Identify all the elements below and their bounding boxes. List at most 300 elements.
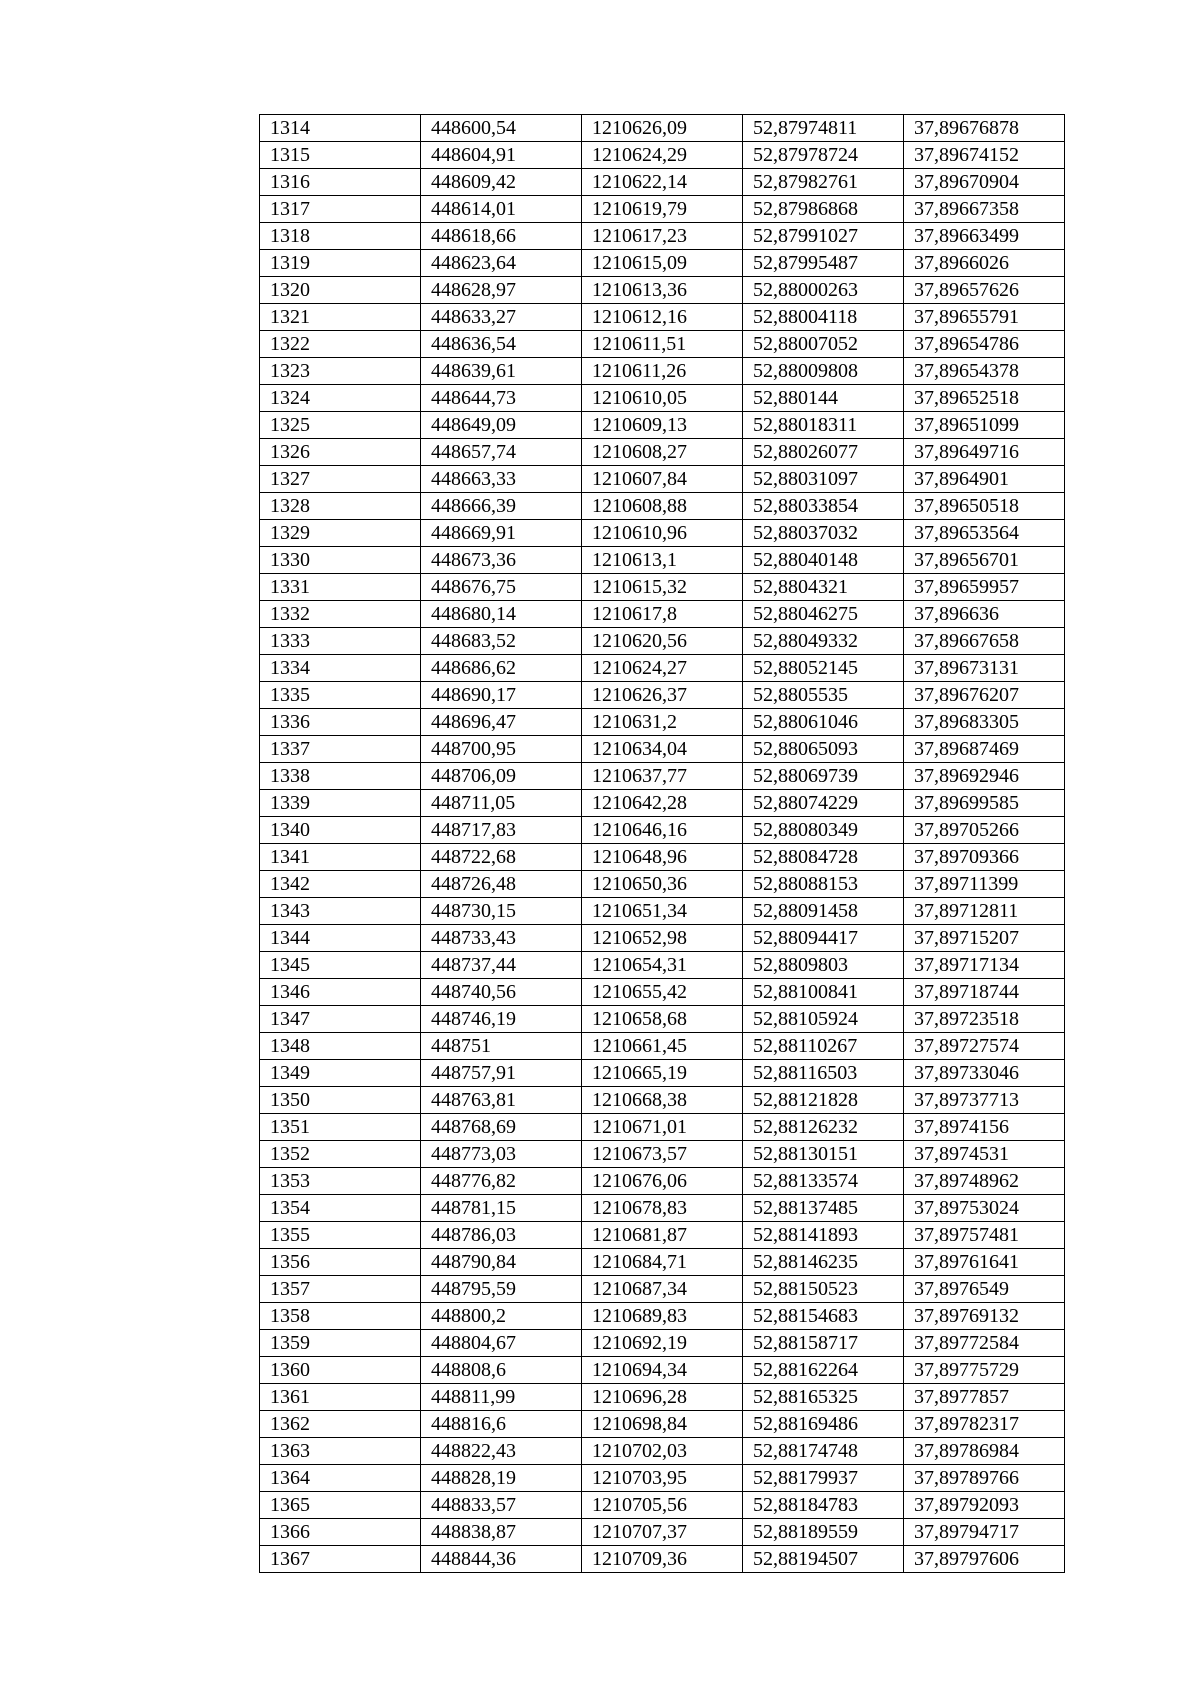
x-coordinate-cell: 448800,2 <box>421 1303 582 1330</box>
point-number-cell: 1343 <box>260 898 421 925</box>
longitude-cell: 37,89715207 <box>904 925 1065 952</box>
latitude-cell: 52,88116503 <box>743 1060 904 1087</box>
point-number-cell: 1323 <box>260 358 421 385</box>
latitude-cell: 52,88046275 <box>743 601 904 628</box>
longitude-cell: 37,89659957 <box>904 574 1065 601</box>
table-row <box>260 1303 1065 1330</box>
table-row <box>260 655 1065 682</box>
y-coordinate-cell: 1210650,36 <box>582 871 743 898</box>
point-number-cell: 1366 <box>260 1519 421 1546</box>
longitude-cell: 37,89737713 <box>904 1087 1065 1114</box>
y-coordinate-cell: 1210671,01 <box>582 1114 743 1141</box>
point-number-cell: 1360 <box>260 1357 421 1384</box>
longitude-cell: 37,89657626 <box>904 277 1065 304</box>
x-coordinate-cell: 448706,09 <box>421 763 582 790</box>
y-coordinate-cell: 1210709,36 <box>582 1546 743 1573</box>
latitude-cell: 52,88130151 <box>743 1141 904 1168</box>
y-coordinate-cell: 1210611,51 <box>582 331 743 358</box>
table-row <box>260 817 1065 844</box>
x-coordinate-cell: 448657,74 <box>421 439 582 466</box>
latitude-cell: 52,88154683 <box>743 1303 904 1330</box>
x-coordinate-cell: 448690,17 <box>421 682 582 709</box>
y-coordinate-cell: 1210668,38 <box>582 1087 743 1114</box>
latitude-cell: 52,88061046 <box>743 709 904 736</box>
latitude-cell: 52,88091458 <box>743 898 904 925</box>
y-coordinate-cell: 1210703,95 <box>582 1465 743 1492</box>
x-coordinate-cell: 448726,48 <box>421 871 582 898</box>
y-coordinate-cell: 1210615,09 <box>582 250 743 277</box>
x-coordinate-cell: 448673,36 <box>421 547 582 574</box>
longitude-cell: 37,89748962 <box>904 1168 1065 1195</box>
latitude-cell: 52,87991027 <box>743 223 904 250</box>
point-number-cell: 1330 <box>260 547 421 574</box>
point-number-cell: 1352 <box>260 1141 421 1168</box>
longitude-cell: 37,89667358 <box>904 196 1065 223</box>
x-coordinate-cell: 448614,01 <box>421 196 582 223</box>
latitude-cell: 52,88052145 <box>743 655 904 682</box>
table-row <box>260 709 1065 736</box>
table-row <box>260 493 1065 520</box>
x-coordinate-cell: 448790,84 <box>421 1249 582 1276</box>
point-number-cell: 1347 <box>260 1006 421 1033</box>
x-coordinate-cell: 448700,95 <box>421 736 582 763</box>
x-coordinate-cell: 448609,42 <box>421 169 582 196</box>
y-coordinate-cell: 1210611,26 <box>582 358 743 385</box>
y-coordinate-cell: 1210622,14 <box>582 169 743 196</box>
table-row <box>260 1141 1065 1168</box>
y-coordinate-cell: 1210631,2 <box>582 709 743 736</box>
x-coordinate-cell: 448768,69 <box>421 1114 582 1141</box>
x-coordinate-cell: 448649,09 <box>421 412 582 439</box>
x-coordinate-cell: 448680,14 <box>421 601 582 628</box>
point-number-cell: 1321 <box>260 304 421 331</box>
table-row <box>260 1195 1065 1222</box>
y-coordinate-cell: 1210694,34 <box>582 1357 743 1384</box>
x-coordinate-cell: 448676,75 <box>421 574 582 601</box>
latitude-cell: 52,87974811 <box>743 115 904 142</box>
y-coordinate-cell: 1210619,79 <box>582 196 743 223</box>
x-coordinate-cell: 448822,43 <box>421 1438 582 1465</box>
y-coordinate-cell: 1210620,56 <box>582 628 743 655</box>
latitude-cell: 52,88174748 <box>743 1438 904 1465</box>
longitude-cell: 37,89673131 <box>904 655 1065 682</box>
table-row <box>260 1060 1065 1087</box>
x-coordinate-cell: 448781,15 <box>421 1195 582 1222</box>
point-number-cell: 1316 <box>260 169 421 196</box>
longitude-cell: 37,89687469 <box>904 736 1065 763</box>
table-row <box>260 1357 1065 1384</box>
y-coordinate-cell: 1210696,28 <box>582 1384 743 1411</box>
longitude-cell: 37,89670904 <box>904 169 1065 196</box>
x-coordinate-cell: 448669,91 <box>421 520 582 547</box>
point-number-cell: 1344 <box>260 925 421 952</box>
latitude-cell: 52,88162264 <box>743 1357 904 1384</box>
point-number-cell: 1364 <box>260 1465 421 1492</box>
y-coordinate-cell: 1210607,84 <box>582 466 743 493</box>
table-row <box>260 601 1065 628</box>
point-number-cell: 1350 <box>260 1087 421 1114</box>
x-coordinate-cell: 448811,99 <box>421 1384 582 1411</box>
longitude-cell: 37,89654786 <box>904 331 1065 358</box>
point-number-cell: 1353 <box>260 1168 421 1195</box>
x-coordinate-cell: 448683,52 <box>421 628 582 655</box>
latitude-cell: 52,88105924 <box>743 1006 904 1033</box>
latitude-cell: 52,88088153 <box>743 871 904 898</box>
point-number-cell: 1320 <box>260 277 421 304</box>
x-coordinate-cell: 448795,59 <box>421 1276 582 1303</box>
latitude-cell: 52,88194507 <box>743 1546 904 1573</box>
point-number-cell: 1356 <box>260 1249 421 1276</box>
table-row <box>260 1114 1065 1141</box>
x-coordinate-cell: 448733,43 <box>421 925 582 952</box>
point-number-cell: 1363 <box>260 1438 421 1465</box>
y-coordinate-cell: 1210702,03 <box>582 1438 743 1465</box>
table-row <box>260 1411 1065 1438</box>
table-row <box>260 925 1065 952</box>
y-coordinate-cell: 1210652,98 <box>582 925 743 952</box>
longitude-cell: 37,89775729 <box>904 1357 1065 1384</box>
y-coordinate-cell: 1210705,56 <box>582 1492 743 1519</box>
table-row <box>260 115 1065 142</box>
x-coordinate-cell: 448686,62 <box>421 655 582 682</box>
longitude-cell: 37,89761641 <box>904 1249 1065 1276</box>
longitude-cell: 37,89652518 <box>904 385 1065 412</box>
x-coordinate-cell: 448717,83 <box>421 817 582 844</box>
table-row <box>260 439 1065 466</box>
table-row <box>260 250 1065 277</box>
latitude-cell: 52,88141893 <box>743 1222 904 1249</box>
x-coordinate-cell: 448623,64 <box>421 250 582 277</box>
point-number-cell: 1332 <box>260 601 421 628</box>
y-coordinate-cell: 1210637,77 <box>582 763 743 790</box>
table-row <box>260 871 1065 898</box>
table-row <box>260 682 1065 709</box>
point-number-cell: 1346 <box>260 979 421 1006</box>
latitude-cell: 52,88007052 <box>743 331 904 358</box>
table-row <box>260 331 1065 358</box>
y-coordinate-cell: 1210687,34 <box>582 1276 743 1303</box>
longitude-cell: 37,89769132 <box>904 1303 1065 1330</box>
longitude-cell: 37,89676207 <box>904 682 1065 709</box>
longitude-cell: 37,89651099 <box>904 412 1065 439</box>
y-coordinate-cell: 1210608,88 <box>582 493 743 520</box>
x-coordinate-cell: 448636,54 <box>421 331 582 358</box>
longitude-cell: 37,89733046 <box>904 1060 1065 1087</box>
latitude-cell: 52,88080349 <box>743 817 904 844</box>
point-number-cell: 1334 <box>260 655 421 682</box>
longitude-cell: 37,89797606 <box>904 1546 1065 1573</box>
x-coordinate-cell: 448633,27 <box>421 304 582 331</box>
point-number-cell: 1318 <box>260 223 421 250</box>
x-coordinate-cell: 448740,56 <box>421 979 582 1006</box>
x-coordinate-cell: 448711,05 <box>421 790 582 817</box>
latitude-cell: 52,88121828 <box>743 1087 904 1114</box>
table-row <box>260 628 1065 655</box>
point-number-cell: 1328 <box>260 493 421 520</box>
longitude-cell: 37,89709366 <box>904 844 1065 871</box>
x-coordinate-cell: 448776,82 <box>421 1168 582 1195</box>
table-row <box>260 1087 1065 1114</box>
longitude-cell: 37,89717134 <box>904 952 1065 979</box>
longitude-cell: 37,8977857 <box>904 1384 1065 1411</box>
table-row <box>260 412 1065 439</box>
longitude-cell: 37,89772584 <box>904 1330 1065 1357</box>
table-row <box>260 1384 1065 1411</box>
point-number-cell: 1333 <box>260 628 421 655</box>
longitude-cell: 37,89692946 <box>904 763 1065 790</box>
latitude-cell: 52,88009808 <box>743 358 904 385</box>
y-coordinate-cell: 1210642,28 <box>582 790 743 817</box>
x-coordinate-cell: 448722,68 <box>421 844 582 871</box>
y-coordinate-cell: 1210613,1 <box>582 547 743 574</box>
longitude-cell: 37,89663499 <box>904 223 1065 250</box>
x-coordinate-cell: 448844,36 <box>421 1546 582 1573</box>
x-coordinate-cell: 448663,33 <box>421 466 582 493</box>
y-coordinate-cell: 1210665,19 <box>582 1060 743 1087</box>
longitude-cell: 37,89654378 <box>904 358 1065 385</box>
point-number-cell: 1354 <box>260 1195 421 1222</box>
table-row <box>260 223 1065 250</box>
x-coordinate-cell: 448730,15 <box>421 898 582 925</box>
longitude-cell: 37,89656701 <box>904 547 1065 574</box>
x-coordinate-cell: 448816,6 <box>421 1411 582 1438</box>
latitude-cell: 52,88065093 <box>743 736 904 763</box>
latitude-cell: 52,88179937 <box>743 1465 904 1492</box>
point-number-cell: 1314 <box>260 115 421 142</box>
longitude-cell: 37,89649716 <box>904 439 1065 466</box>
latitude-cell: 52,880144 <box>743 385 904 412</box>
y-coordinate-cell: 1210626,37 <box>582 682 743 709</box>
latitude-cell: 52,88133574 <box>743 1168 904 1195</box>
table-row <box>260 1546 1065 1573</box>
table-row <box>260 736 1065 763</box>
latitude-cell: 52,88110267 <box>743 1033 904 1060</box>
x-coordinate-cell: 448786,03 <box>421 1222 582 1249</box>
latitude-cell: 52,88184783 <box>743 1492 904 1519</box>
longitude-cell: 37,89718744 <box>904 979 1065 1006</box>
point-number-cell: 1367 <box>260 1546 421 1573</box>
point-number-cell: 1342 <box>260 871 421 898</box>
latitude-cell: 52,88033854 <box>743 493 904 520</box>
point-number-cell: 1335 <box>260 682 421 709</box>
latitude-cell: 52,88037032 <box>743 520 904 547</box>
longitude-cell: 37,89727574 <box>904 1033 1065 1060</box>
y-coordinate-cell: 1210681,87 <box>582 1222 743 1249</box>
x-coordinate-cell: 448696,47 <box>421 709 582 736</box>
point-number-cell: 1362 <box>260 1411 421 1438</box>
longitude-cell: 37,89683305 <box>904 709 1065 736</box>
point-number-cell: 1338 <box>260 763 421 790</box>
longitude-cell: 37,89712811 <box>904 898 1065 925</box>
latitude-cell: 52,88137485 <box>743 1195 904 1222</box>
table-row <box>260 466 1065 493</box>
latitude-cell: 52,88189559 <box>743 1519 904 1546</box>
latitude-cell: 52,8804321 <box>743 574 904 601</box>
y-coordinate-cell: 1210615,32 <box>582 574 743 601</box>
table-row <box>260 574 1065 601</box>
latitude-cell: 52,88126232 <box>743 1114 904 1141</box>
latitude-cell: 52,88049332 <box>743 628 904 655</box>
latitude-cell: 52,88004118 <box>743 304 904 331</box>
table-row <box>260 385 1065 412</box>
table-row <box>260 304 1065 331</box>
table-row <box>260 169 1065 196</box>
x-coordinate-cell: 448833,57 <box>421 1492 582 1519</box>
point-number-cell: 1327 <box>260 466 421 493</box>
point-number-cell: 1324 <box>260 385 421 412</box>
table-row <box>260 979 1065 1006</box>
y-coordinate-cell: 1210626,09 <box>582 115 743 142</box>
table-row <box>260 898 1065 925</box>
x-coordinate-cell: 448600,54 <box>421 115 582 142</box>
longitude-cell: 37,89653564 <box>904 520 1065 547</box>
y-coordinate-cell: 1210651,34 <box>582 898 743 925</box>
point-number-cell: 1359 <box>260 1330 421 1357</box>
point-number-cell: 1319 <box>260 250 421 277</box>
point-number-cell: 1351 <box>260 1114 421 1141</box>
point-number-cell: 1358 <box>260 1303 421 1330</box>
y-coordinate-cell: 1210624,27 <box>582 655 743 682</box>
table-row <box>260 844 1065 871</box>
point-number-cell: 1349 <box>260 1060 421 1087</box>
point-number-cell: 1331 <box>260 574 421 601</box>
y-coordinate-cell: 1210707,37 <box>582 1519 743 1546</box>
y-coordinate-cell: 1210673,57 <box>582 1141 743 1168</box>
table-row <box>260 1492 1065 1519</box>
y-coordinate-cell: 1210617,8 <box>582 601 743 628</box>
table-row <box>260 1438 1065 1465</box>
longitude-cell: 37,89782317 <box>904 1411 1065 1438</box>
y-coordinate-cell: 1210692,19 <box>582 1330 743 1357</box>
y-coordinate-cell: 1210634,04 <box>582 736 743 763</box>
point-number-cell: 1329 <box>260 520 421 547</box>
y-coordinate-cell: 1210654,31 <box>582 952 743 979</box>
point-number-cell: 1339 <box>260 790 421 817</box>
table-row <box>260 1519 1065 1546</box>
coordinates-table <box>259 114 1065 1573</box>
point-number-cell: 1365 <box>260 1492 421 1519</box>
table-row <box>260 358 1065 385</box>
point-number-cell: 1341 <box>260 844 421 871</box>
table-row <box>260 1168 1065 1195</box>
longitude-cell: 37,8966026 <box>904 250 1065 277</box>
latitude-cell: 52,88146235 <box>743 1249 904 1276</box>
latitude-cell: 52,88018311 <box>743 412 904 439</box>
point-number-cell: 1337 <box>260 736 421 763</box>
longitude-cell: 37,8974531 <box>904 1141 1065 1168</box>
x-coordinate-cell: 448666,39 <box>421 493 582 520</box>
y-coordinate-cell: 1210610,96 <box>582 520 743 547</box>
point-number-cell: 1348 <box>260 1033 421 1060</box>
latitude-cell: 52,88084728 <box>743 844 904 871</box>
point-number-cell: 1357 <box>260 1276 421 1303</box>
table-row <box>260 1249 1065 1276</box>
table-row <box>260 196 1065 223</box>
latitude-cell: 52,88026077 <box>743 439 904 466</box>
longitude-cell: 37,89794717 <box>904 1519 1065 1546</box>
latitude-cell: 52,87982761 <box>743 169 904 196</box>
y-coordinate-cell: 1210684,71 <box>582 1249 743 1276</box>
latitude-cell: 52,87986868 <box>743 196 904 223</box>
point-number-cell: 1325 <box>260 412 421 439</box>
x-coordinate-cell: 448628,97 <box>421 277 582 304</box>
longitude-cell: 37,89705266 <box>904 817 1065 844</box>
table-row <box>260 520 1065 547</box>
table-row <box>260 1330 1065 1357</box>
point-number-cell: 1317 <box>260 196 421 223</box>
x-coordinate-cell: 448763,81 <box>421 1087 582 1114</box>
x-coordinate-cell: 448773,03 <box>421 1141 582 1168</box>
latitude-cell: 52,88094417 <box>743 925 904 952</box>
longitude-cell: 37,89676878 <box>904 115 1065 142</box>
latitude-cell: 52,88000263 <box>743 277 904 304</box>
y-coordinate-cell: 1210608,27 <box>582 439 743 466</box>
x-coordinate-cell: 448644,73 <box>421 385 582 412</box>
latitude-cell: 52,87995487 <box>743 250 904 277</box>
longitude-cell: 37,89667658 <box>904 628 1065 655</box>
y-coordinate-cell: 1210661,45 <box>582 1033 743 1060</box>
point-number-cell: 1336 <box>260 709 421 736</box>
latitude-cell: 52,88158717 <box>743 1330 904 1357</box>
point-number-cell: 1361 <box>260 1384 421 1411</box>
x-coordinate-cell: 448804,67 <box>421 1330 582 1357</box>
y-coordinate-cell: 1210658,68 <box>582 1006 743 1033</box>
latitude-cell: 52,8809803 <box>743 952 904 979</box>
y-coordinate-cell: 1210698,84 <box>582 1411 743 1438</box>
table-row <box>260 1033 1065 1060</box>
longitude-cell: 37,89792093 <box>904 1492 1065 1519</box>
x-coordinate-cell: 448737,44 <box>421 952 582 979</box>
latitude-cell: 52,88100841 <box>743 979 904 1006</box>
x-coordinate-cell: 448757,91 <box>421 1060 582 1087</box>
x-coordinate-cell: 448746,19 <box>421 1006 582 1033</box>
longitude-cell: 37,89789766 <box>904 1465 1065 1492</box>
x-coordinate-cell: 448828,19 <box>421 1465 582 1492</box>
table-row <box>260 1006 1065 1033</box>
longitude-cell: 37,8964901 <box>904 466 1065 493</box>
longitude-cell: 37,8976549 <box>904 1276 1065 1303</box>
latitude-cell: 52,88031097 <box>743 466 904 493</box>
y-coordinate-cell: 1210648,96 <box>582 844 743 871</box>
x-coordinate-cell: 448618,66 <box>421 223 582 250</box>
latitude-cell: 52,88074229 <box>743 790 904 817</box>
longitude-cell: 37,89655791 <box>904 304 1065 331</box>
latitude-cell: 52,87978724 <box>743 142 904 169</box>
y-coordinate-cell: 1210676,06 <box>582 1168 743 1195</box>
table-row <box>260 1465 1065 1492</box>
longitude-cell: 37,896636 <box>904 601 1065 628</box>
point-number-cell: 1340 <box>260 817 421 844</box>
longitude-cell: 37,8974156 <box>904 1114 1065 1141</box>
table-row <box>260 790 1065 817</box>
y-coordinate-cell: 1210646,16 <box>582 817 743 844</box>
latitude-cell: 52,88165325 <box>743 1384 904 1411</box>
table-row <box>260 1222 1065 1249</box>
table-row <box>260 952 1065 979</box>
point-number-cell: 1322 <box>260 331 421 358</box>
y-coordinate-cell: 1210612,16 <box>582 304 743 331</box>
latitude-cell: 52,88150523 <box>743 1276 904 1303</box>
longitude-cell: 37,89650518 <box>904 493 1065 520</box>
x-coordinate-cell: 448808,6 <box>421 1357 582 1384</box>
longitude-cell: 37,89699585 <box>904 790 1065 817</box>
table-row <box>260 763 1065 790</box>
table-row <box>260 1276 1065 1303</box>
y-coordinate-cell: 1210609,13 <box>582 412 743 439</box>
latitude-cell: 52,88169486 <box>743 1411 904 1438</box>
x-coordinate-cell: 448604,91 <box>421 142 582 169</box>
latitude-cell: 52,88069739 <box>743 763 904 790</box>
